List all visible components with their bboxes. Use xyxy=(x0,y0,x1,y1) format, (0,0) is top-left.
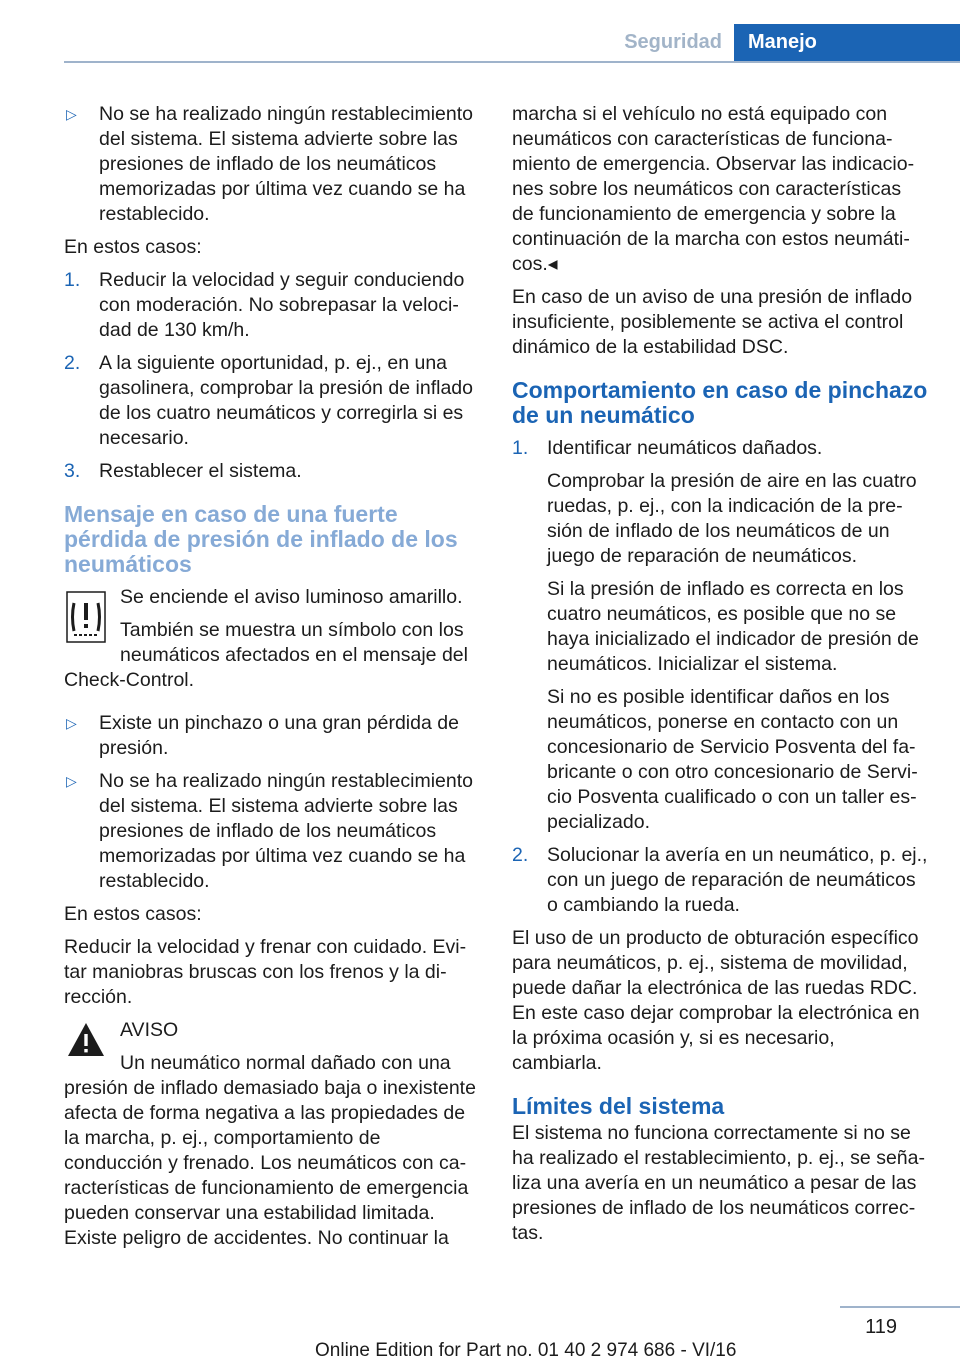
page-number: 119 xyxy=(865,1316,897,1338)
step-title: Identificar neumáticos dañados. xyxy=(547,437,823,459)
right-column xyxy=(512,102,928,1254)
section-heading: Comportamiento en caso de pinchazo de un neumático xyxy=(512,377,928,428)
step-number: 1. xyxy=(512,437,529,459)
triangle-bullet-icon: ▷ xyxy=(66,715,77,731)
list-item xyxy=(64,769,479,894)
warning-light-text: Se enciende el aviso luminoso amarillo. xyxy=(120,586,463,608)
section-tab-seguridad[interactable]: Seguridad xyxy=(624,31,722,53)
continued-text: marcha si el vehículo no está equipado con neumáticos con características de funcionamiento de emergencia. Observar las indicaciones sobre los neumáticos con características de funcionamiento de emergencia y sobre la continuación de la marcha con estos neumáticos.◂ xyxy=(512,103,915,275)
step-text: Restablecer el sistema. xyxy=(99,460,302,482)
step-item xyxy=(64,268,479,343)
aviso-title: AVISO xyxy=(120,1019,179,1041)
bullet-text: Existe un pinchazo o una gran pérdida de presión. xyxy=(99,712,459,759)
step-number: 1. xyxy=(64,269,81,291)
step-detail: Si la presión de inflado es correcta en los cuatro neumáticos, es posible que no se haya inicializado el indicador de presión de neumáticos. Inicializar el sistema. xyxy=(547,578,919,675)
aviso-notice xyxy=(64,1018,479,1251)
step-text: A la siguiente oportunidad, p. ej., en una gasolinera, comprobar la presión de inflado de los cuatro neumáticos y corregirla si es necesario. xyxy=(99,352,473,449)
step-item xyxy=(64,459,479,484)
step-text: Reducir la velocidad y seguir conduciendo con moderación. No sobrepasar la velocidad de 130 km/h. xyxy=(99,269,465,341)
dsc-text: En caso de un aviso de una presión de inflado insuficiente, posiblemente se activa el control dinámico de la estabilidad DSC. xyxy=(512,286,913,358)
section-tab-manejo[interactable]: Manejo xyxy=(734,24,960,61)
cases-label: En estos casos: xyxy=(64,236,202,258)
bullet-text: No se ha realizado ningún restablecimiento del sistema. El sistema advierte sobre las presiones de inflado de los neumáticos memorizadas por última vez cuando se ha restablecido. xyxy=(99,770,473,892)
edition-text: Online Edition for Part no. 01 40 2 974 686 - VI/16 xyxy=(315,1340,737,1361)
step-item xyxy=(512,436,928,835)
aviso-text: Un neumático normal dañado con una presión de inflado demasiado baja o inexistente afecta de forma negativa a las propiedades de la marcha, p. ej., comportamiento de conducción y frenado. Los neumáticos con características de funcionamiento de emergencia pueden conservar una estabilidad limitada. Existe peligro de accidentes. No continuar la xyxy=(64,1052,476,1249)
step-detail: Si no es posible identificar daños en los neumáticos, ponerse en contacto con un concesionario de Servicio Posventa del fabricante o con otro concesionario de Servicio Posventa cualificado o con un taller especializado. xyxy=(547,686,918,833)
bullet-text: No se ha realizado ningún restablecimiento del sistema. El sistema advierte sobre las presiones de inflado de los neumáticos memorizadas por última vez cuando se ha restablecido. xyxy=(99,103,473,225)
triangle-bullet-icon: ▷ xyxy=(66,773,77,789)
warning-triangle-icon xyxy=(66,1020,106,1064)
step-number: 2. xyxy=(64,352,81,374)
sealant-text: El uso de un producto de obturación específico para neumáticos, p. ej., sistema de movilidad, puede dañar la electrónica de las ruedas RDC. En este caso dejar comprobar la electrónica en la próxima ocasión y, si es necesario, cambiarla. xyxy=(512,927,920,1074)
step-number: 2. xyxy=(512,844,529,866)
step-detail: Comprobar la presión de aire en las cuatro ruedas, p. ej., con la indicación de la presión de inflado de los neumáticos de un juego de reparación de neumáticos. xyxy=(547,470,917,567)
warning-light-notice xyxy=(64,585,479,693)
header-rule xyxy=(64,61,960,63)
step-text: Solucionar la avería en un neumático, p. ej., con un juego de reparación de neumáticos o cambiando la rueda. xyxy=(547,844,928,916)
list-item xyxy=(64,711,479,761)
section-heading: Límites del sistema xyxy=(512,1093,725,1119)
step-item xyxy=(64,351,479,451)
list-item xyxy=(64,102,479,227)
page-header xyxy=(0,0,960,62)
reduce-speed-text: Reducir la velocidad y frenar con cuidado. Evitar maniobras bruscas con los frenos y la dirección. xyxy=(64,936,467,1008)
footer-rule xyxy=(840,1306,960,1308)
check-control-text: También se muestra un símbolo con los neumáticos afectados en el mensaje del Check-Control. xyxy=(64,619,468,691)
limits-text: El sistema no funciona correctamente si no se ha realizado el restablecimiento, p. ej., se señaliza una avería en un neumático a pesar de las presiones de inflado de los neumáticos correctas. xyxy=(512,1122,925,1244)
cases-label: En estos casos: xyxy=(64,903,202,925)
left-column xyxy=(64,102,479,1259)
section-heading: Mensaje en caso de una fuerte pérdida de presión de inflado de los neumáticos xyxy=(64,501,458,577)
tire-pressure-warning-icon xyxy=(66,591,106,643)
step-item xyxy=(512,843,928,918)
step-number: 3. xyxy=(64,460,81,482)
triangle-bullet-icon: ▷ xyxy=(66,106,77,122)
